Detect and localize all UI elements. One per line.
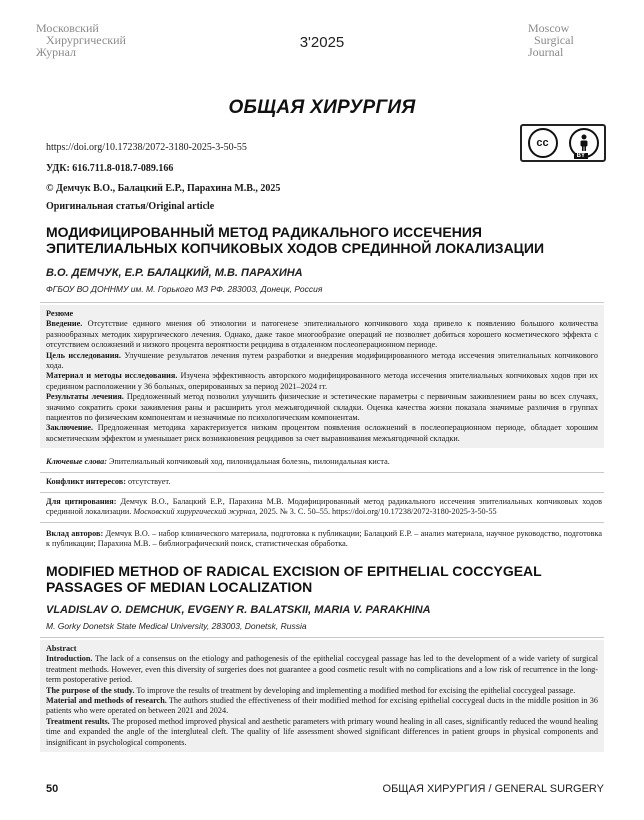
attribution-figure-icon (577, 134, 591, 152)
abstract-paragraph (46, 423, 598, 444)
abstract-paragraph (46, 696, 598, 717)
abstract-label: The purpose of the study. (46, 685, 135, 695)
abstract-label: Результаты лечения. (46, 392, 124, 402)
journal-en-line-1: Moscow (528, 21, 570, 35)
affiliation-en: M. Gorky Donetsk State Medical University, 283003, Donetsk, Russia (46, 621, 307, 631)
abstract-heading-en: Abstract (46, 644, 77, 653)
divider (40, 472, 604, 473)
abstract-paragraph (46, 351, 598, 372)
contrib-text: Демчук В.О. – набор клинического материала, подготовка к публикации; Балацкий Е.Р. – анализ материала, научное руководство, подготовка к публикации; Парахина М.В. – библиографический поиск, статистическая обработка. (46, 529, 603, 549)
conflict-ru (46, 477, 602, 487)
article-title-en: MODIFIED METHOD OF RADICAL EXCISION OF EPITHELIAL COCCYGEAL PASSAGES OF MEDIAN LOCALIZATION (46, 563, 542, 595)
cite-text: Демчук В.О., Балацкий Е.Р., Парахина М.В. Модифицированный метод радикального иссечения эпителиальных копчиковых ходов срединной локализации. (46, 497, 602, 517)
abstract-label: Material and methods of research. (46, 696, 167, 706)
abstract-text: The lack of a consensus on the etiology and pathogenesis of the epithelial coccygeal passage has led to the development of a wide variety of surgical treatment methods. However, even this diversity of surgeries does not guarantee a good cosmetic result with no complications and a low risk of recurrence in the long-term postoperative period. (46, 654, 598, 685)
abstract-text: Изучена эффективность авторского модифицированного метода иссечения эпителиальных копчиковых ходов при их срединном расположении у 36 больных, оперированных за период 2021–2024 гг. (46, 371, 599, 391)
abstract-text: Отсутствие единого мнения об этиологии и патогенезе эпителиального копчикового хода привело к появлению большого количества разнообразных методик хирургического лечения. Однако, даже такое многообразие операций не позволяет добиться хорошего косметического эффекта с отсутствием осложнений и низкого процента вероятности рецидива в отдаленном послеоперационном периоде. (46, 319, 598, 350)
copyright (46, 183, 280, 194)
abstract-text: Предложенный метод позволил улучшить физические и эстетические параметры с первичным заживлением раны во всех случаях, значимо сократить сроки заживления раны и расширить угол межъягодичной складки. Оценка качества жизни показала значимые различия в группах пациентов по физическим компонентам и незначимые по психологическим компонентам. (46, 392, 599, 423)
issue-number: 3'2025 (299, 34, 345, 51)
article-type-text: Оригинальная статья/Original article (46, 201, 215, 212)
abstract-heading-ru: Резюме (46, 309, 74, 318)
cc-by-license-badge[interactable] (520, 124, 606, 162)
conflict-text: отсутствует. (125, 477, 171, 486)
abstract-paragraph (46, 654, 598, 685)
abstract-label: Введение. (46, 319, 83, 329)
citation-ru (46, 497, 602, 518)
article-type (46, 201, 214, 212)
abstract-paragraph (46, 319, 598, 350)
abstract-text: The authors studied the effectiveness of their modified method for excising epithelial coccygeal ducts in the middle position in 36 patients who were operated on between 2021 and 2024. (46, 696, 598, 716)
journal-logo-en (528, 22, 608, 58)
journal-en-line-3: Journal (528, 45, 564, 59)
abstract-paragraph (46, 717, 598, 748)
abstract-text: To improve the results of treatment by developing and implementing a modified method for excising the epithelial coccygeal passage. (134, 685, 576, 695)
contrib-ru (46, 529, 602, 550)
journal-en-line-2: Surgical (534, 33, 574, 47)
divider (40, 522, 604, 523)
keywords-ru (46, 457, 602, 467)
footer-section: ОБЩАЯ ХИРУРГИЯ / GENERAL SURGERY (382, 783, 604, 795)
abstract-label: Introduction. (46, 654, 93, 664)
abstract-label: Заключение. (46, 423, 94, 433)
abstract-text: Улучшение результатов лечения путем разработки и внедрения модифицированного метода иссечения эпителиальных копчикового хода. (46, 350, 598, 371)
divider (40, 492, 604, 493)
contrib-label: Вклад авторов: (46, 529, 104, 538)
page-number: 50 (46, 783, 59, 795)
udk (46, 163, 173, 174)
divider (40, 302, 604, 303)
abstract-text: The proposed method improved physical and aesthetic parameters with primary wound healing in all cases, significantly reduced the wound healing time and expanded the angle of the intergluteal cleft. The quality of life assessment showed significant differences in patient groups in physical components and insignificant in psychological components. (46, 716, 599, 747)
doi-link[interactable]: https://doi.org/10.17238/2072-3180-2025-3-50-55 (46, 142, 247, 153)
authors-ru: В.О. ДЕМЧУК, Е.Р. БАЛАЦКИЙ, М.В. ПАРАХИНА (46, 267, 303, 279)
cite-journal: Московский хирургический журнал, (133, 507, 258, 517)
cite-label: Для цитирования: (46, 497, 117, 506)
abstract-paragraph (46, 371, 598, 392)
journal-ru-line-3: Журнал (36, 45, 77, 59)
affiliation-ru: ФГБОУ ВО ДОННМУ им. М. Горького МЗ РФ. 283003, Донецк, Россия (46, 284, 323, 294)
cc-icon: cc (528, 128, 558, 158)
divider (40, 637, 604, 638)
abstract-label: Цель исследования. (46, 350, 121, 360)
abstract-text: Предложенная методика характеризуется низким процентом появления осложнений в послеоперационном периоде, обладает хорошим косметическим эффектом и уменьшает риск возникновения рецидивов за счет выравнивания межъягодичной складки. (46, 423, 598, 443)
section-title: ОБЩАЯ ХИРУРГИЯ (228, 97, 416, 118)
cite-tail: 2025. № 3. С. 50–55. https://doi.org/10.17238/2072-3180-2025-3-50-55 (257, 507, 497, 517)
authors-en: VLADISLAV O. DEMCHUK, EVGENY R. BALATSKII, MARIA V. PARAKHINA (46, 604, 431, 616)
abstract-paragraph (46, 392, 598, 423)
keywords-label: Ключевые слова: (46, 457, 107, 466)
abstract-paragraph (46, 686, 598, 696)
abstract-ru (40, 305, 604, 448)
article-title-ru: МОДИФИЦИРОВАННЫЙ МЕТОД РАДИКАЛЬНОГО ИССЕЧЕНИЯ ЭПИТЕЛИАЛЬНЫХ КОПЧИКОВЫХ ХОДОВ СРЕДИННОЙ ЛОКАЛИЗАЦИИ (46, 224, 545, 256)
abstract-en (40, 640, 604, 752)
abstract-label: Treatment results. (46, 716, 110, 726)
abstract-label: Материал и методы исследования. (46, 371, 178, 381)
keywords-text: Эпителиальный копчиковый ход, пилонидальная болезнь, пилонидальная киста. (106, 457, 390, 466)
conflict-label: Конфликт интересов: (46, 477, 126, 486)
cc-by-label: BY (574, 153, 588, 159)
udk-text: УДК: 616.711.8-018.7-089.166 (46, 163, 174, 174)
journal-ru-line-2: Хирургический (46, 33, 126, 47)
journal-ru-line-1: Московский (36, 21, 99, 35)
copyright-text: © Демчук В.О., Балацкий Е.Р., Парахина М.В., 2025 (46, 183, 281, 194)
